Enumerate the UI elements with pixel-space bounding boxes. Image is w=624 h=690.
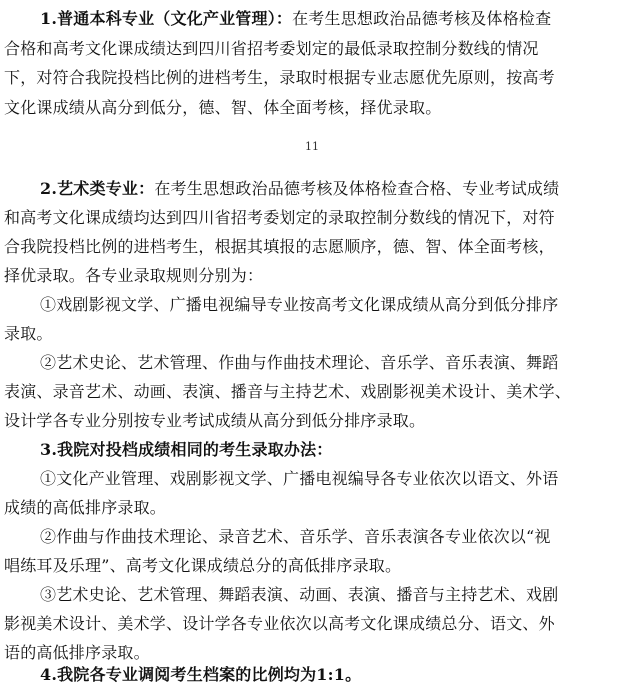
section-3-heading: 3.我院对投档成绩相同的考生录取办法： xyxy=(40,440,333,459)
paragraph-line: 影视美术设计、美术学、设计学各专业依次以高考文化课成绩总分、语文、外 xyxy=(4,614,555,633)
paragraph-line: ①文化产业管理、戏剧影视文学、广播电视编导各专业依次以语文、外语 xyxy=(40,469,559,488)
paragraph-line: 和高考文化课成绩均达到四川省招考委划定的录取控制分数线的情况下，对符 xyxy=(4,208,555,227)
paragraph-line: 语的高低排序录取。 xyxy=(4,643,150,662)
paragraph-line: 唱练耳及乐理”、高考文化课成绩总分的高低排序录取。 xyxy=(4,556,402,575)
paragraph-line: 设计学各专业分别按专业考试成绩从高分到低分排序录取。 xyxy=(4,411,426,430)
paragraph-line: ③艺术史论、艺术管理、舞蹈表演、动画、表演、播音与主持艺术、戏剧 xyxy=(40,585,559,604)
page-number: 11 xyxy=(305,140,319,153)
section-1-text: 在考生思想政治品德考核及体格检查 xyxy=(292,9,552,28)
section-2-heading: 2.艺术类专业： xyxy=(40,179,155,198)
section-1-heading: 1.普通本科专业（文化产业管理）： xyxy=(40,9,293,28)
paragraph-line: 录取。 xyxy=(4,324,53,343)
paragraph-line: 表演、录音艺术、动画、表演、播音与主持艺术、戏剧影视美术设计、美术学、 xyxy=(4,382,572,401)
paragraph-line: 下，对符合我院投档比例的进档考生，录取时根据专业志愿优先原则，按高考 xyxy=(4,68,555,87)
section-4-heading: 4.我院各专业调阅考生档案的比例均为1:1。 xyxy=(40,665,362,684)
paragraph-line: 合格和高考文化课成绩达到四川省招考委划定的最低录取控制分数线的情况 xyxy=(4,39,539,58)
section-2-first-line xyxy=(40,174,559,204)
paragraph-line: ②艺术史论、艺术管理、作曲与作曲技术理论、音乐学、音乐表演、舞蹈 xyxy=(40,353,559,372)
paragraph-line: 合我院投档比例的进档考生，根据其填报的志愿顺序，德、智、体全面考核， xyxy=(4,237,555,256)
paragraph-line: ①戏剧影视文学、广播电视编导专业按高考文化课成绩从高分到低分排序 xyxy=(40,295,559,314)
section-1-first-line xyxy=(40,4,551,34)
section-2-text: 在考生思想政治品德考核及体格检查合格、专业考试成绩 xyxy=(154,179,560,198)
paragraph-line: 成绩的高低排序录取。 xyxy=(4,498,167,517)
paragraph-line: ②作曲与作曲技术理论、录音艺术、音乐学、音乐表演各专业依次以“视 xyxy=(40,527,551,546)
paragraph-line: 文化课成绩从高分到低分，德、智、体全面考核，择优录取。 xyxy=(4,98,442,117)
paragraph-line: 择优录取。各专业录取规则分别为： xyxy=(4,266,264,285)
